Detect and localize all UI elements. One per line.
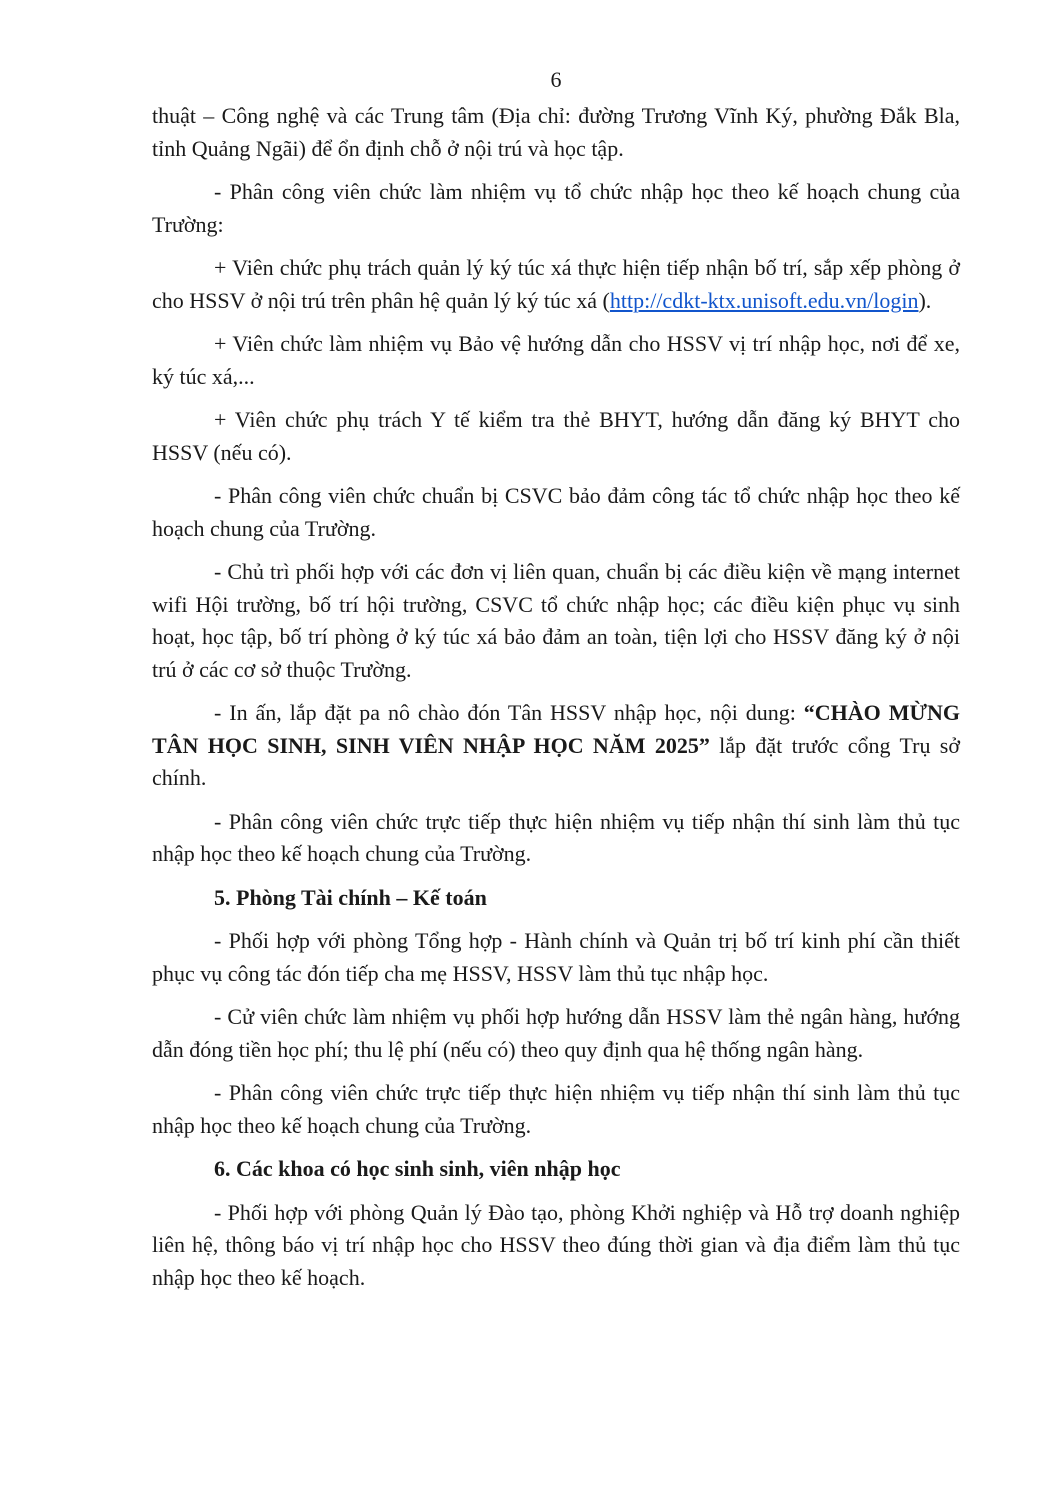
- paragraph-reception: - Phân công viên chức trực tiếp thực hiện nhiệm vụ tiếp nhận thí sinh làm thủ tục nhập học theo kế hoạch chung của Trường.: [152, 808, 960, 866]
- banner-text-end: lắp đặt trước cổng Trụ sở chính.: [152, 732, 960, 790]
- paragraph-faculties-coordination: - Phối hợp với phòng Quản lý Đào tạo, phòng Khởi nghiệp và Hỗ trợ doanh nghiệp liên hệ, thông báo vị trí nhập học cho HSSV theo đúng thời gian và địa điểm làm thủ tục nhập học theo kế hoạch.: [152, 1199, 960, 1290]
- dormitory-text-end: ).: [918, 287, 932, 313]
- section-heading-faculties: 6. Các khoa có học sinh sinh, viên nhập học: [214, 1156, 621, 1181]
- paragraph-banner: [152, 697, 960, 795]
- dormitory-system-link[interactable]: http://cdkt-ktx.unisoft.edu.vn/login: [609, 287, 919, 313]
- paragraph-coordination: - Chủ trì phối hợp với các đơn vị liên quan, chuẩn bị các điều kiện về mạng internet wifi Hội trường, bố trí hội trường, CSVC tổ chức nhập học; các điều kiện phục vụ sinh hoạt, học tập, bố trí phòng ở ký túc xá bảo đảm an toàn, tiện lợi cho HSSV đăng ký ở nội trú ở các cơ sở thuộc Trường.: [152, 559, 960, 682]
- document-body: [152, 100, 960, 1305]
- section-heading-finance: 5. Phòng Tài chính – Kế toán: [214, 884, 487, 910]
- paragraph-finance-budget: - Phối hợp với phòng Tổng hợp - Hành chính và Quản trị bố trí kinh phí cần thiết phục vụ công tác đón tiếp cha mẹ HSSV, HSSV làm thủ tục nhập học.: [152, 928, 960, 986]
- paragraph-dormitory-staff: [152, 252, 960, 317]
- banner-text: - In ấn, lắp đặt pa nô chào đón Tân HSSV nhập học, nội dung:: [214, 700, 804, 725]
- paragraph-medical-staff: + Viên chức phụ trách Y tế kiểm tra thẻ BHYT, hướng dẫn đăng ký BHYT cho HSSV (nếu có).: [152, 407, 960, 465]
- paragraph-security-staff: + Viên chức làm nhiệm vụ Bảo vệ hướng dẫn cho HSSV vị trí nhập học, nơi để xe, ký túc xá,...: [152, 331, 960, 389]
- paragraph-finance-bank: - Cử viên chức làm nhiệm vụ phối hợp hướng dẫn HSSV làm thẻ ngân hàng, hướng dẫn đóng tiền học phí; thu lệ phí (nếu có) theo quy định qua hệ thống ngân hàng.: [152, 1004, 960, 1062]
- paragraph-assign-staff: - Phân công viên chức làm nhiệm vụ tổ chức nhập học theo kế hoạch chung của Trường:: [152, 179, 960, 237]
- page-number: 6: [550, 67, 562, 92]
- dormitory-text: + Viên chức phụ trách quản lý ký túc xá thực hiện tiếp nhận bố trí, sắp xếp phòng ở cho HSSV ở nội trú trên phân hệ quản lý ký túc xá (: [152, 255, 960, 313]
- paragraph-continuation: thuật – Công nghệ và các Trung tâm (Địa chỉ: đường Trương Vĩnh Ký, phường Đắk Bla, tỉnh Quảng Ngãi) để ổn định chỗ ở nội trú và học tập.: [152, 103, 960, 161]
- banner-slogan: “CHÀO MỪNG TÂN HỌC SINH, SINH VIÊN NHẬP HỌC NĂM 2025”: [152, 700, 960, 758]
- paragraph-facilities: - Phân công viên chức chuẩn bị CSVC bảo đảm công tác tổ chức nhập học theo kế hoạch chung của Trường.: [152, 483, 960, 541]
- paragraph-finance-reception: - Phân công viên chức trực tiếp thực hiện nhiệm vụ tiếp nhận thí sinh làm thủ tục nhập học theo kế hoạch chung của Trường.: [152, 1080, 960, 1138]
